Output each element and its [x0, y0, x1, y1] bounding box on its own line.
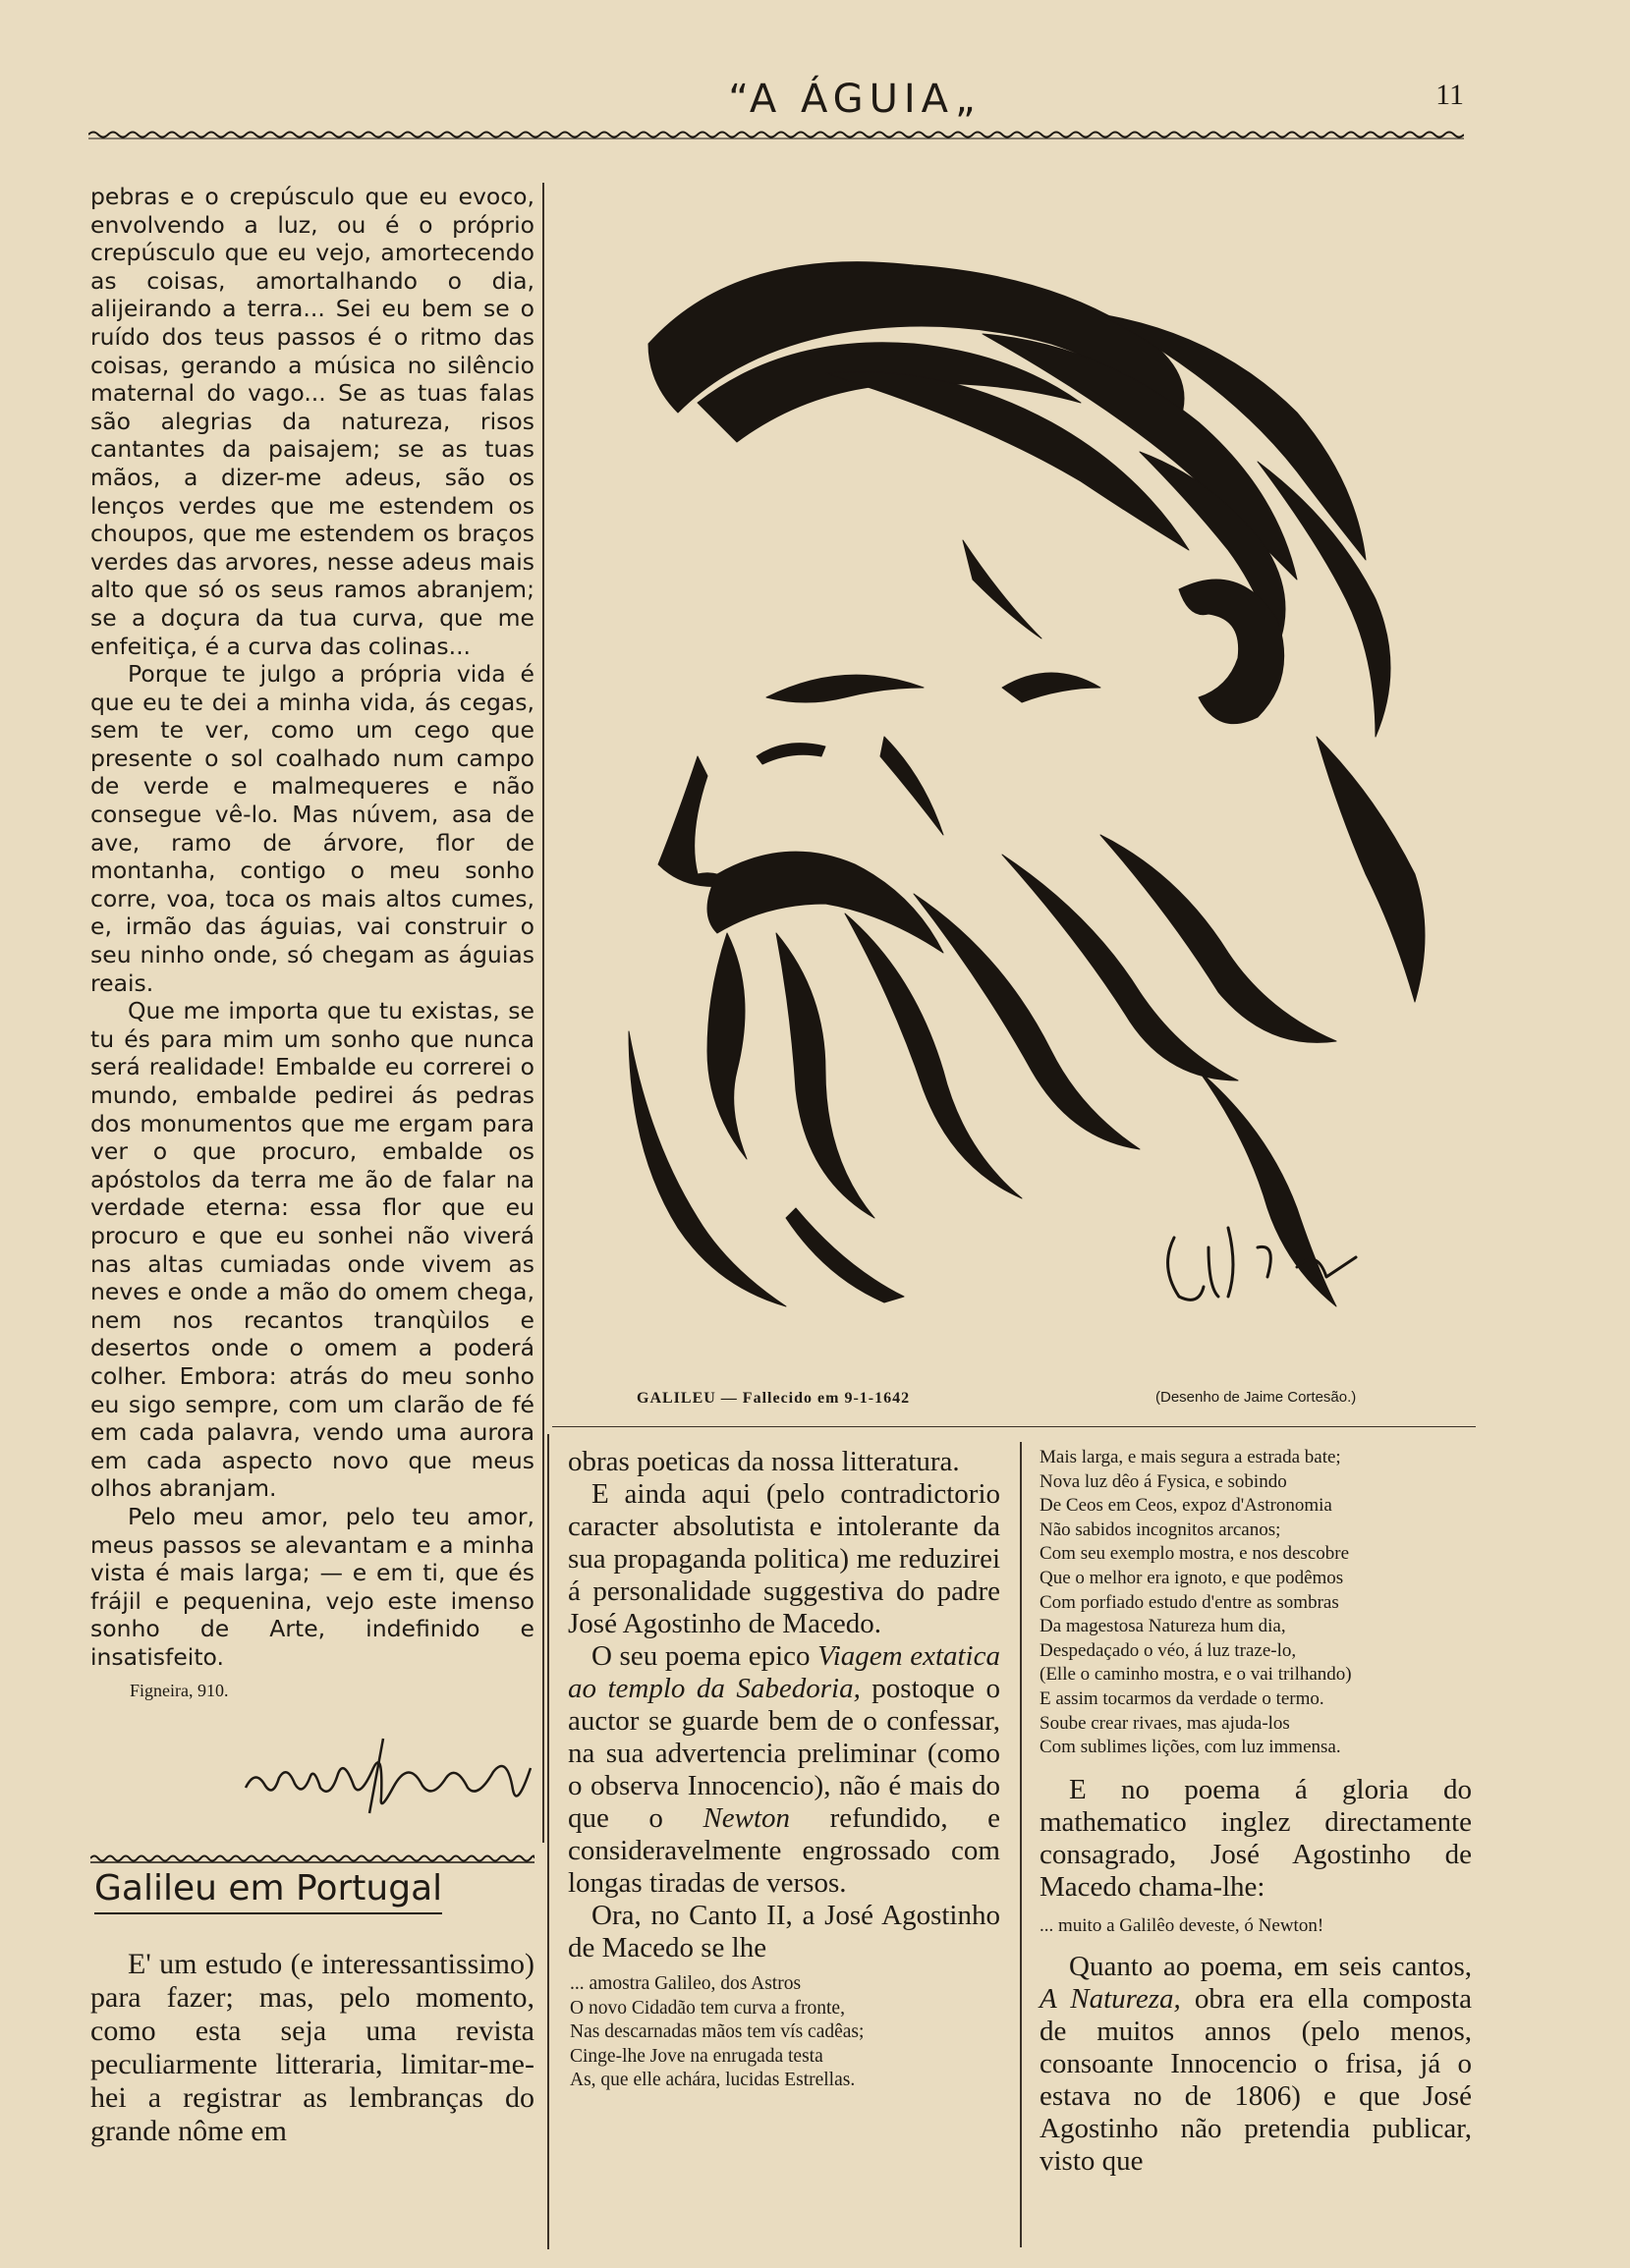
paragraph: E' um estudo (e interessantissimo) para fazer; mas, pelo momento, como esta seja uma revista peculiarmente litteraria, limitar-me-hei a registrar as lembranças do grande nôme em: [90, 1948, 534, 2147]
section-title: Galileu em Portugal: [94, 1868, 442, 1914]
verse-line: Com sublimes lições, com luz immensa.: [1040, 1737, 1341, 1758]
right-column-text: [1040, 1446, 1472, 2178]
quote-line: ... muito a Galilêo deveste, ó Newton!: [1040, 1914, 1324, 1936]
verse-line: O novo Cidadão tem curva a fronte,: [570, 1997, 845, 2019]
text-run: postoque o auctor se guarde bem de o confessar, na sua advertencia preliminar (como o observa Innocencio), não é mais do que o: [568, 1673, 1000, 1834]
header-wavy-rule: [88, 128, 1464, 141]
paragraph: E no poema á gloria do mathematico inglez directamente consagrado, José Agostinho de Macedo chama-lhe:: [1040, 1773, 1472, 1903]
paragraph: pebras e o crepúsculo que eu evoco, envolvendo a luz, ou é o próprio crepúsculo que eu vejo, amortecendo as coisas, amortalhando o dia, alijeirando a terra... Sei eu bem se o ruído dos teus passos é o ritmo das coisas, gerando a música no silêncio maternal do vago... Se as tuas falas são alegrias da natureza, risos cantantes da paisajem; se as tuas mãos, a dizer-me adeus, são os lenços verdes que me estendem os choupos, que me estendem os braços verdes das arvores, nesse adeus mais alto que só os seus ramos abranjem; se a doçura da tua curva, que me enfeitiça, é a curva das colinas...: [90, 183, 534, 660]
paragraph: Que me importa que tu existas, se tu és para mim um sonho que nunca será realidade! Embalde eu correrei o mundo, embalde pedirei ás pedras dos monumentos que me ergam para ver o que procuro, embalde os apóstolos da terra me ão de falar na verdade eterna: essa flor que eu procuro e que eu sonhei não viverá nas altas cumiadas onde vivem as neves e onde a mão do omem chega, nem nos recantos tranqùilos e desertos onde o omem a poderá colher. Embora: atrás do meu sonho eu sigo sempre, com um clarão de fé em cada palavra, vendo uma aurora em cada aspecto novo que meus olhos abranjam.: [90, 997, 534, 1503]
verse-line: Nas descarnadas mãos tem vís cadêas;: [570, 2021, 865, 2042]
column-divider: [542, 183, 544, 1843]
text-run: Quanto ao poema, em seis cantos,: [1069, 1950, 1472, 1982]
middle-column-text: [568, 1446, 1000, 2093]
section-intro-text: [90, 1948, 534, 2148]
page-header: [88, 59, 1464, 147]
magazine-title: “A ÁGUIA„: [728, 77, 982, 122]
text-run: obra era ella composta de muitos annos (pelo menos, consoante Innocencio o frisa, já o estava no de 1806) e que José Agostinho não pretendia publicar, visto que: [1040, 1982, 1472, 2177]
verse-line: Que o melhor era ignoto, e que podêmos: [1040, 1567, 1344, 1588]
verse-quote: [1040, 1446, 1472, 1760]
poem-title: Newton: [703, 1802, 791, 1834]
column-divider: [1020, 1442, 1022, 2247]
paragraph: Pelo meu amor, pelo teu amor, meus passos se alevantam e a minha vista é mais larga; — e em ti, que és frájil e pequenina, vejo este imenso sonho de Arte, indefinido e insatisfeito.: [90, 1502, 534, 1671]
verse-line: (Elle o caminho mostra, e o vai trilhando): [1040, 1664, 1352, 1686]
text-run: refundido, e consideravelmente engrossado com longas tiradas de versos.: [568, 1802, 1000, 1899]
paragraph: obras poeticas da nossa litteratura.: [568, 1446, 960, 1477]
poem-title: A Natureza,: [1040, 1982, 1181, 2015]
galileo-portrait-drawing: [590, 226, 1434, 1365]
section-wavy-rule: [90, 1853, 534, 1864]
verse-line: Com seu exemplo mostra, e nos descobre: [1040, 1543, 1350, 1565]
verse-line: Cinge-lhe Jove na enrugada testa: [570, 2045, 823, 2067]
paragraph: Ora, no Canto II, a José Agostinho de Macedo se lhe: [568, 1900, 1000, 1964]
verse-line: De Ceos em Ceos, expoz d'Astronomia: [1040, 1495, 1332, 1517]
illustration-credit: (Desenho de Jaime Cortesão.): [1155, 1389, 1357, 1406]
left-column-text: [90, 183, 534, 1705]
place-date: Figneira, 910.: [130, 1681, 229, 1701]
paragraph: Porque te julgo a própria vida é que eu te dei a minha vida, ás cegas, sem te ver, como um cego que presente o sol coalhado num campo de verde e malmequeres e não consegue vê-lo. Mas núvem, asa de ave, ramo de árvore, flor de montanha, contigo o meu sonho corre, voa, toca os mais altos cumes, e, irmão das águias, vai construir o seu ninho onde, só chegam as águias reais.: [90, 660, 534, 997]
verse-line: Com porfiado estudo d'entre as sombras: [1040, 1591, 1339, 1613]
page-number: 11: [1435, 79, 1464, 111]
verse-line: E assim tocarmos da verdade o termo.: [1040, 1687, 1324, 1709]
paragraph: [568, 1640, 1000, 1900]
paragraph: [1040, 1951, 1472, 2178]
verse-line: Soube crear rivaes, mas ajuda-los: [1040, 1712, 1290, 1734]
verse-line: Não sabidos incognitos arcanos;: [1040, 1519, 1281, 1540]
verse-line: As, que elle achára, lucidas Estrellas.: [570, 2070, 856, 2090]
author-signature: [236, 1729, 550, 1817]
verse-quote: [568, 1972, 1000, 2093]
verse-line: Nova luz dêo á Fysica, e sobindo: [1040, 1470, 1287, 1492]
verse-line: Da magestosa Natureza hum dia,: [1040, 1616, 1286, 1637]
paragraph: E ainda aqui (pelo contradictorio caracter absolutista e intolerante da sua propaganda politica) me reduzirei á personalidade suggestiva do padre José Agostinho de Macedo.: [568, 1478, 1000, 1639]
text-run: O seu poema epico: [591, 1640, 818, 1672]
poem-title: Viagem extatica ao templo da Sabedoria,: [568, 1640, 1000, 1704]
horizontal-rule: [552, 1426, 1476, 1427]
illustration-caption: GALILEU — Fallecido em 9-1-1642: [637, 1390, 911, 1407]
verse-line: Despedaçado o véo, á luz traze-lo,: [1040, 1639, 1297, 1661]
verse-line: ... amostra Galileo, dos Astros: [570, 1973, 802, 1994]
verse-line: Mais larga, e mais segura a estrada bate;: [1040, 1447, 1341, 1467]
column-divider: [547, 1434, 549, 2249]
